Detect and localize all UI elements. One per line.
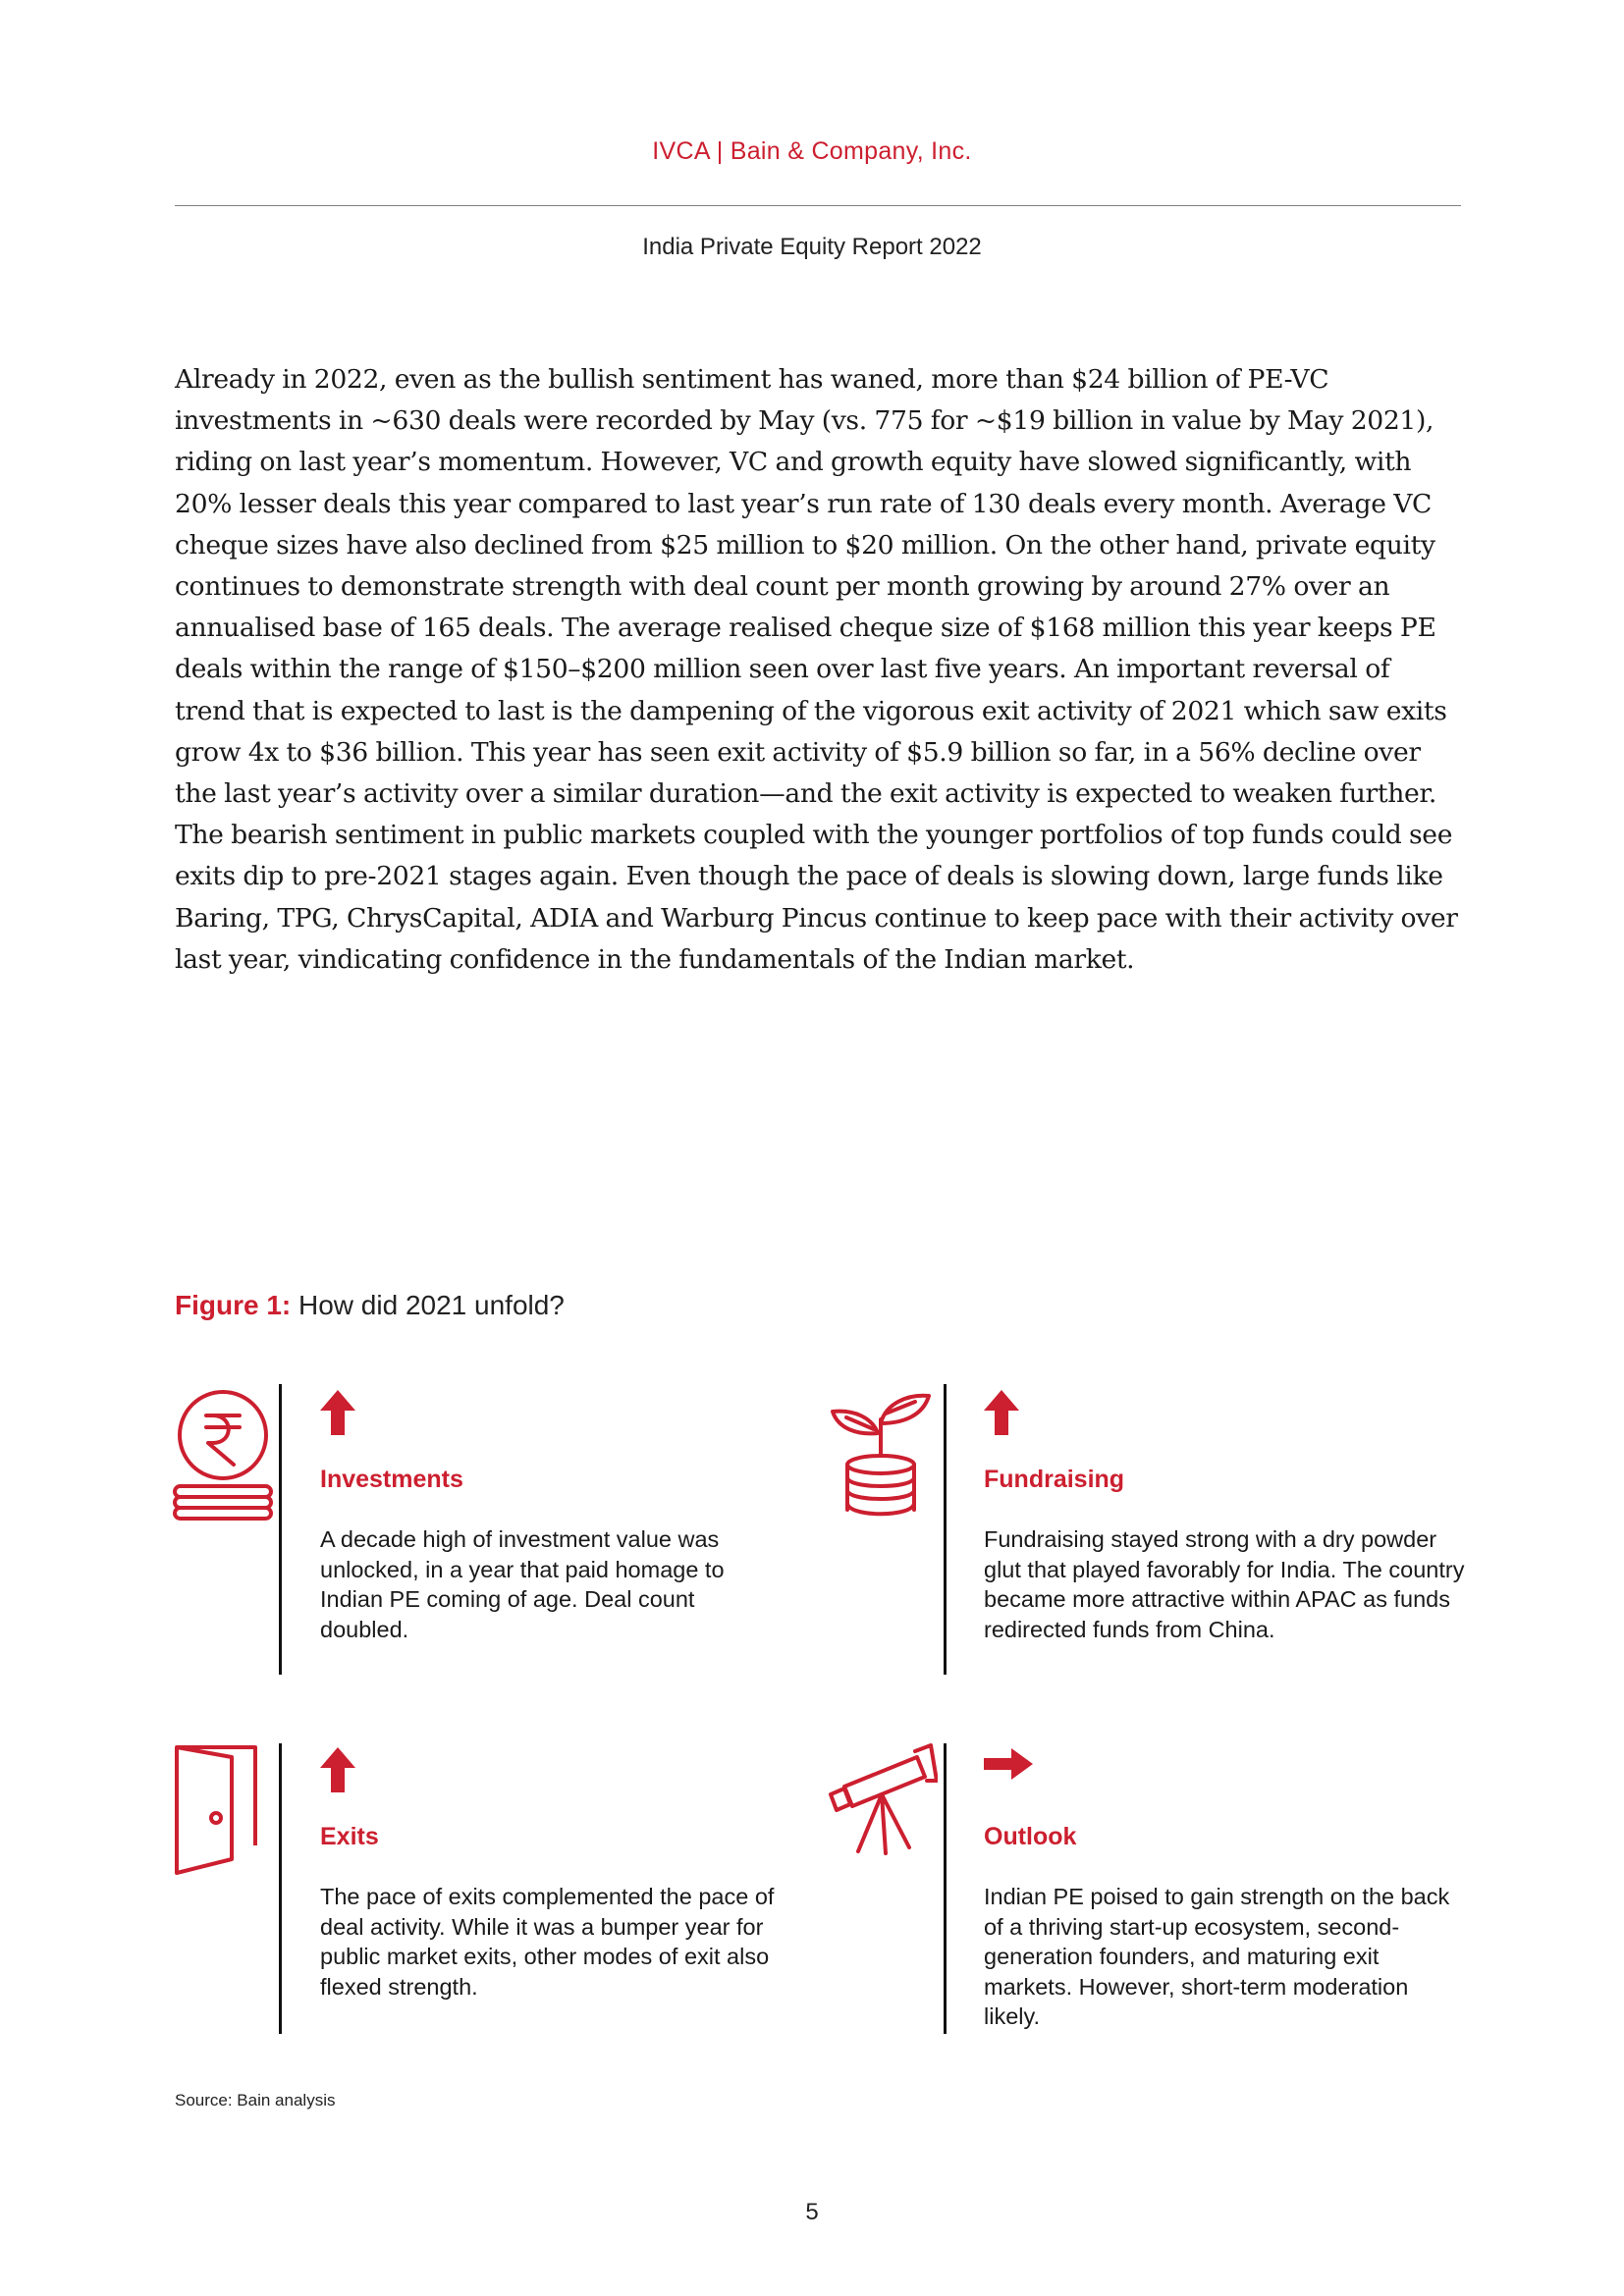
telescope-icon (825, 1741, 938, 1855)
card-title-exits: Exits (320, 1823, 379, 1850)
header-org: IVCA | Bain & Company, Inc. (652, 137, 972, 165)
figure-caption: How did 2021 unfold? (298, 1290, 565, 1320)
figure-source: Source: Bain analysis (175, 2091, 336, 2109)
body-paragraph: Already in 2022, even as the bullish sentiment has waned, more than $24 billion of PE-VC investments in ~630 deals were recorded by May (vs. 775 for ~$19 billion in value by May 2021), riding on last year’s momentum. However, VC and growth equity have slowed significantly, with 20% lesser deals this year compared to last year’s run rate of 130 deals every month. Average VC cheque sizes have also declined from $25 million to $20 million. On the other hand, private equity continues to demonstrate strength with deal count per month growing by around 27% over an annualised base of 165 deals. The average realised cheque size of $168 million this year keeps PE deals within the range of $150–$200 million seen over last five years. An important reversal of trend that is expected to last is the dampening of the vigorous exit activity of 2021 which saw exits grow 4x to $36 billion. This year has seen exit activity of $5.9 billion so far, in a 56% decline over the last year’s activity over a similar duration—and the exit activity is expected to weaken further. The bearish sentiment in public markets coupled with the younger portfolios of top funds could see exits dip to pre-2021 stages again. Even though the pace of deals is slowing down, large funds like Baring, TPG, ChrysCapital, ADIA and Warburg Pincus continue to keep pace with their activity over last year, vindicating confidence in the fundamentals of the Indian market. (175, 364, 1458, 975)
card-desc-exits: The pace of exits complemented the pace of deal activity. While it was a bumper year for public market exits, other modes of exit also flexed strength. (320, 1884, 775, 2000)
figure-title (175, 1290, 565, 1321)
card-divider (944, 1384, 947, 1675)
card-title-investments: Investments (320, 1466, 463, 1493)
card-title-fundraising: Fundraising (984, 1466, 1125, 1493)
right-arrow-icon (984, 1748, 1033, 1780)
card-desc-investments: A decade high of investment value was unlocked, in a year that paid homage to Indian PE coming of age. Deal count doubled. (320, 1526, 725, 1642)
page-number: 5 (805, 2199, 819, 2225)
card-divider (279, 1384, 282, 1675)
report-title: India Private Equity Report 2022 (642, 234, 982, 260)
card-desc-outlook: Indian PE poised to gain strength on the back of a thriving start-up ecosystem, second-generation founders, and maturing exit markets. However, short-term moderation likely. (984, 1884, 1450, 2029)
up-arrow-icon (984, 1390, 1019, 1435)
card-desc-fundraising: Fundraising stayed strong with a dry powder glut that played favorably for India. The country became more attractive within APAC as funds redirected funds from China. (984, 1526, 1465, 1642)
card-title-outlook: Outlook (984, 1823, 1077, 1850)
plant-coins-icon (827, 1384, 935, 1522)
header-divider (175, 205, 1461, 206)
up-arrow-icon (320, 1390, 355, 1435)
figure-label: Figure 1: (175, 1290, 292, 1320)
up-arrow-icon (320, 1747, 355, 1792)
rupee-coins-icon (169, 1384, 277, 1522)
open-door-icon (173, 1743, 261, 1877)
card-divider (279, 1743, 282, 2034)
card-divider (944, 1743, 947, 2034)
